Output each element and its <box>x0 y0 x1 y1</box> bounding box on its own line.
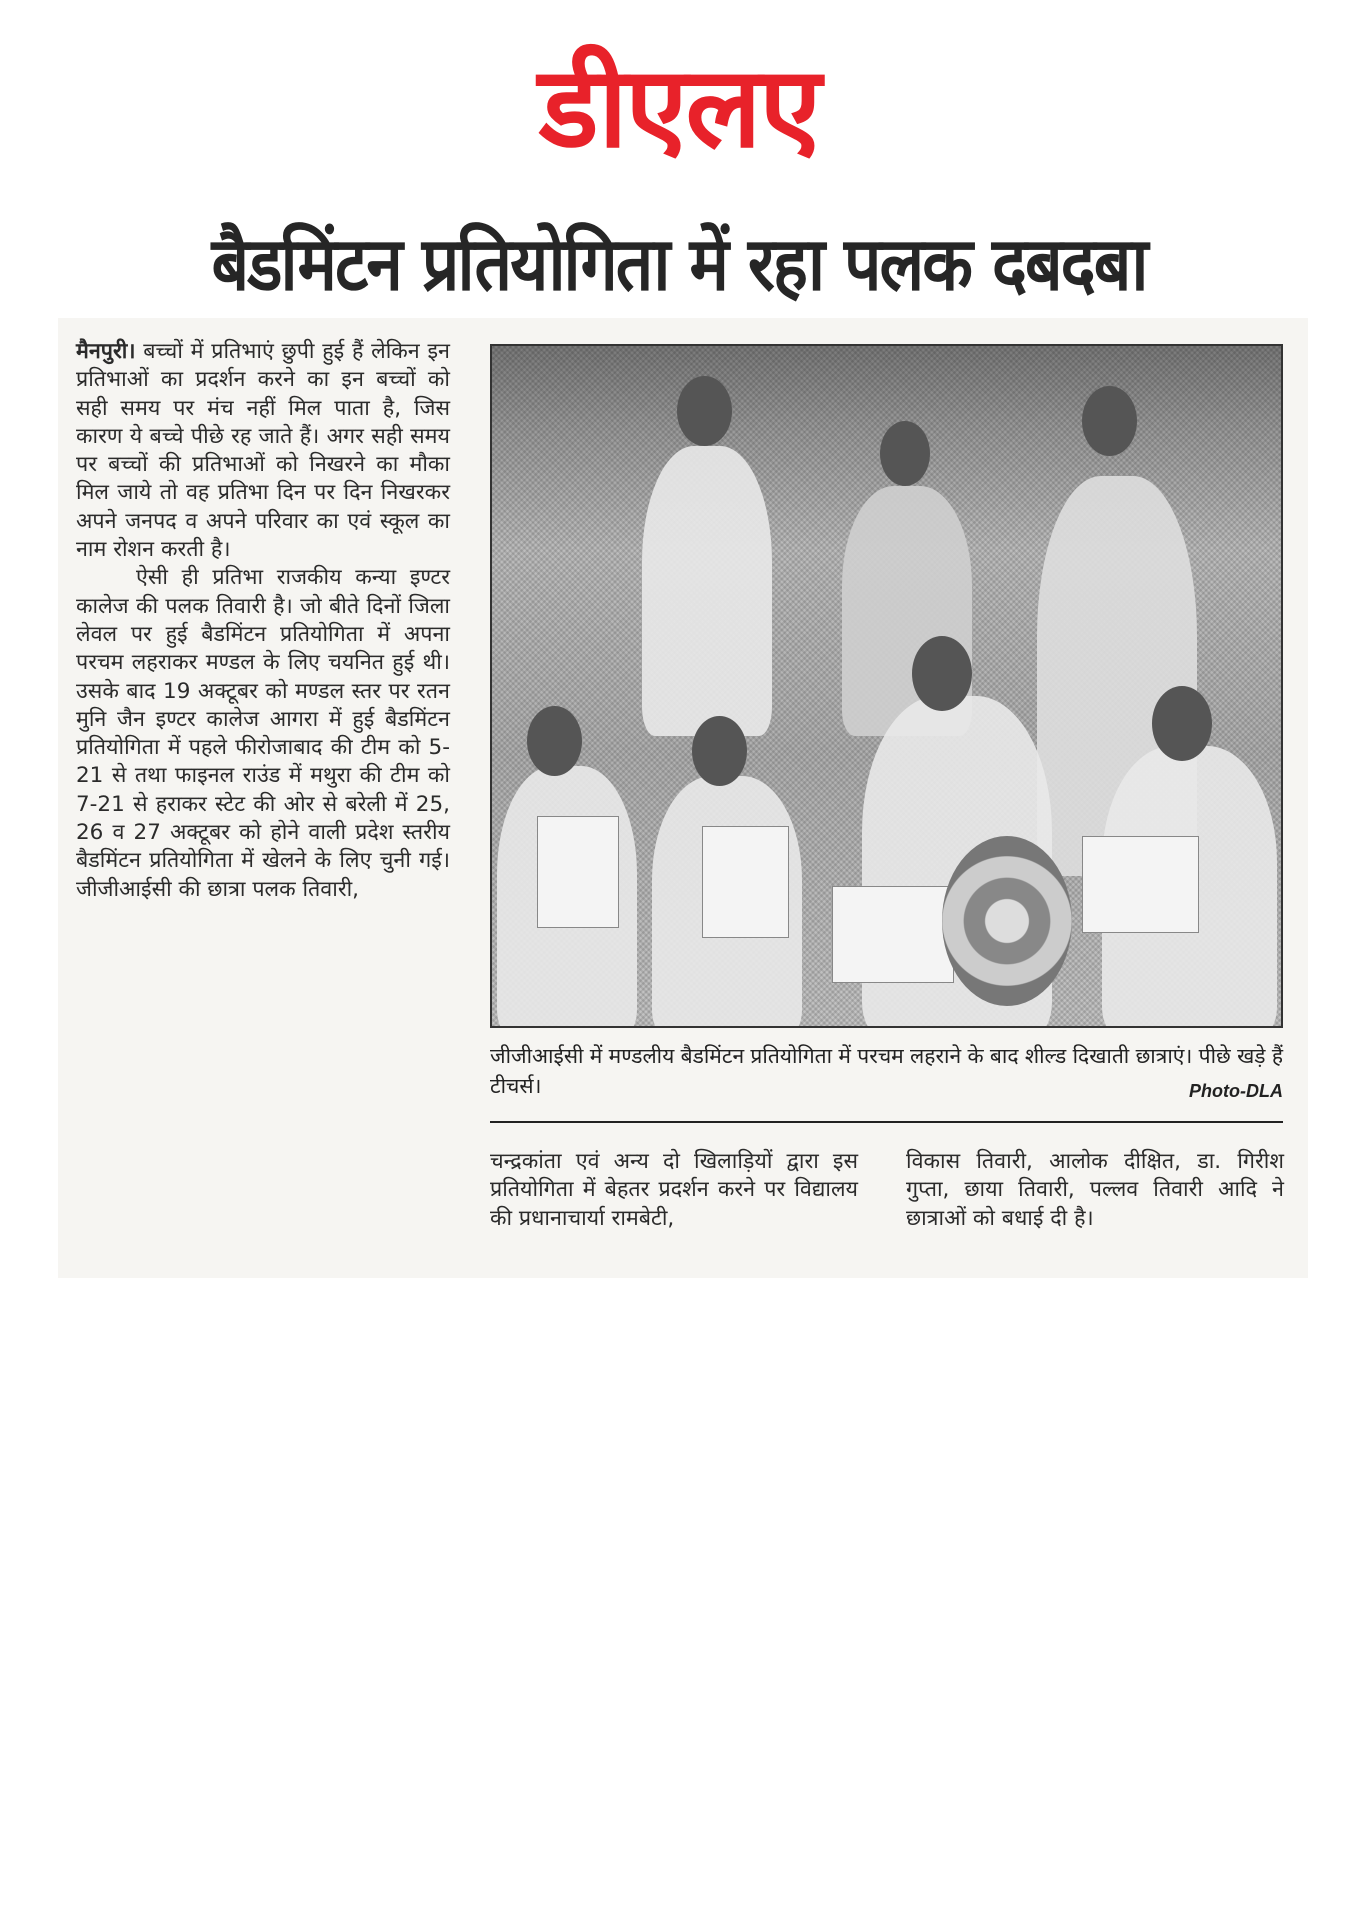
masthead <box>0 42 1358 173</box>
article-paragraph-1 <box>76 338 450 564</box>
photo-head <box>880 421 930 486</box>
article-paragraph-2: ऐसी ही प्रतिभा राजकीय कन्या इण्टर कालेज की पलक तिवारी है। जो बीते दिनों जिला लेवल पर हुई बैडमिंटन प्रतियोगिता में अपना परचम लहराकर मण्डल के लिए चयनित हुई थी। उसके बाद 19 अक्टूबर को मण्डल स्तर पर रतन मुनि जैन इण्टर कालेज आगरा में हुई बैडमिंटन प्रतियोगिता में पहले फीरोजाबाद की टीम को 5-21 से तथा फाइनल राउंड में मथुरा की टीम को 7-21 से हराकर स्टेट की ओर से बरेली में 25, 26 व 27 अक्टूबर को होने वाली प्रदेश स्तरीय बैडमिंटन प्रतियोगिता में खेलने के लिए चुनी गई। जीजीआईसी की छात्रा पलक तिवारी, <box>76 565 450 902</box>
photo-credit: Photo-DLA <box>1189 1081 1283 1101</box>
photo-trophy-shield <box>942 836 1072 1006</box>
caption-divider <box>490 1121 1283 1123</box>
photo-head <box>527 706 582 776</box>
article-headline: बैडमिंटन प्रतियोगिता में रहा पलक दबदबा <box>211 221 1147 308</box>
newspaper-name: डीएलए <box>538 42 820 173</box>
photo-figure-teacher-1 <box>642 446 772 736</box>
article-column-2 <box>490 1148 858 1233</box>
photo-head <box>1152 686 1212 761</box>
photo-certificate <box>832 886 954 983</box>
photo-certificate <box>1082 836 1199 933</box>
paragraph-1-text: बच्चों में प्रतिभाएं छुपी हुई हैं लेकिन इन प्रतिभाओं का प्रदर्शन करने का इन बच्चों को सही समय पर मंच नहीं मिल पाता है, जिस कारण ये बच्चे पीछे रह जाते हैं। अगर सही समय पर बच्चों की प्रतिभाओं को निखरने का मौका मिल जाये तो वह प्रतिभा दिन पर दिन निखरकर अपने जनपद व अपने परिवार का एवं स्कूल का नाम रोशन करती है। <box>76 339 450 563</box>
photo-head <box>1082 386 1137 456</box>
article-column-1 <box>76 338 450 904</box>
photo-caption-text: जीजीआईसी में मण्डलीय बैडमिंटन प्रतियोगिता में परचम लहराने के बाद शील्ड दिखाती छात्राएं। पीछे खड़े हैं टीचर्स। <box>490 1045 1283 1098</box>
dateline: मैनपुरी। <box>76 339 136 364</box>
article-column-2-text: चन्द्रकांता एवं अन्य दो खिलाड़ियों द्वारा इस प्रतियोगिता में बेहतर प्रदर्शन करने पर विद्यालय की प्रधानाचार्या रामबेटी, <box>490 1149 858 1231</box>
article-column-3 <box>906 1148 1284 1233</box>
photo-caption <box>490 1042 1283 1102</box>
photo-head <box>692 716 747 786</box>
photo-certificate <box>702 826 789 938</box>
photo-head <box>677 376 732 446</box>
article-photo <box>490 344 1283 1028</box>
photo-head <box>912 636 972 711</box>
photo-certificate <box>537 816 619 928</box>
article-column-3-text: विकास तिवारी, आलोक दीक्षित, डा. गिरीश गुप्ता, छाया तिवारी, पल्लव तिवारी आदि ने छात्राओं को बधाई दी है। <box>906 1149 1284 1231</box>
